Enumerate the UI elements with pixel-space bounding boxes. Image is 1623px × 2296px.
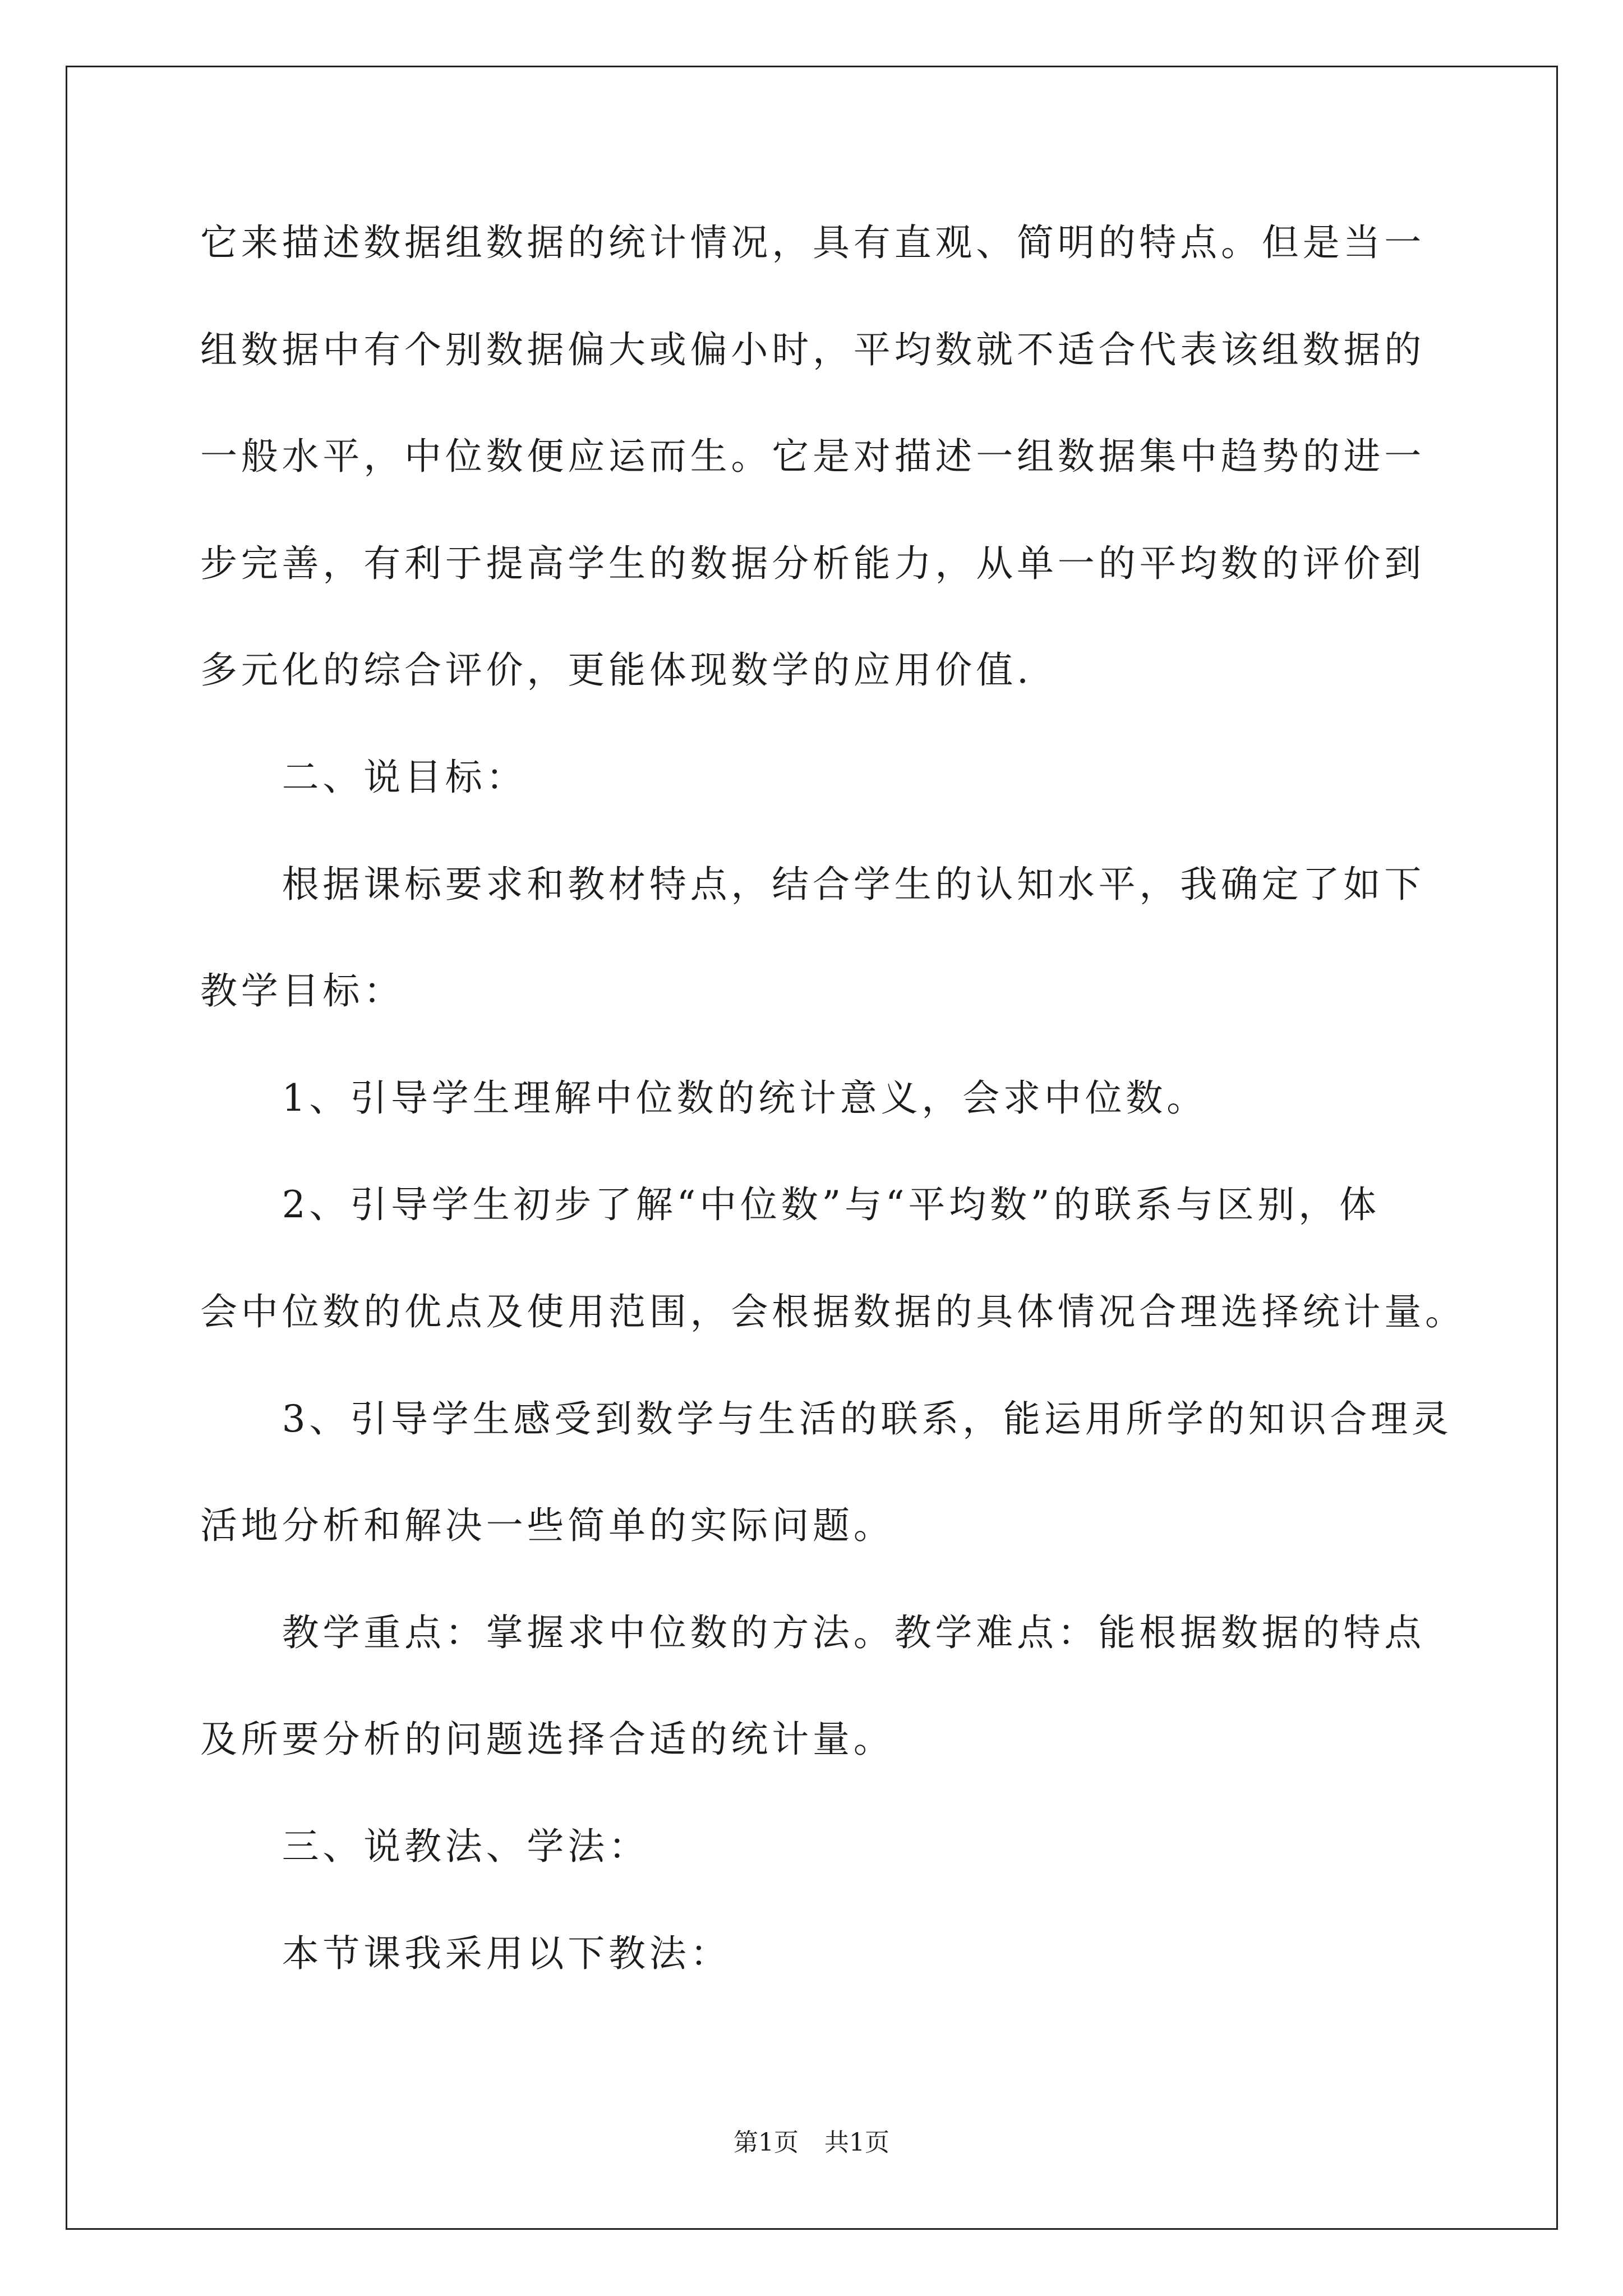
paragraph-line: 教学目标： [200,969,404,1013]
paragraph-line: 本节课我采用以下教法： [282,1931,731,1975]
section-heading: 二、说目标： [282,755,527,799]
paragraph-line: 根据课标要求和教材特点，结合学生的认知水平，我确定了如下 [282,862,1425,906]
page-footer [0,2126,1623,2160]
document-body [200,190,1535,2007]
list-item: 2、引导学生初步了解“中位数”与“平均数”的联系与区别，体 [282,1183,1380,1227]
paragraph-line: 活地分析和解决一些简单的实际问题。 [200,1504,895,1548]
current-page-label: 第1页 [734,2128,799,2157]
section-heading: 三、说教法、学法： [282,1824,649,1868]
list-item: 1、引导学生理解中位数的统计意义，会求中位数。 [282,1076,1207,1120]
paragraph-line: 一般水平，中位数便应运而生。它是对描述一组数据集中趋势的进一 [200,435,1425,478]
list-item: 3、引导学生感受到数学与生活的联系，能运用所学的知识合理灵 [282,1397,1453,1441]
paragraph-line: 教学重点：掌握求中位数的方法。教学难点：能根据数据的特点 [282,1611,1425,1654]
paragraph-line: 会中位数的优点及使用范围，会根据数据的具体情况合理选择统计量。 [200,1290,1466,1333]
paragraph-line: 组数据中有个别数据偏大或偏小时，平均数就不适合代表该组数据的 [200,328,1425,371]
paragraph-line: 多元化的综合评价，更能体现数学的应用价值. [200,648,1032,692]
paragraph-line: 及所要分析的问题选择合适的统计量。 [200,1718,895,1761]
paragraph-line: 步完善，有利于提高学生的数据分析能力，从单一的平均数的评价到 [200,541,1425,585]
total-pages-label: 共1页 [824,2128,889,2157]
paragraph-line: 它来描述数据组数据的统计情况，具有直观、简明的特点。但是当一 [200,221,1425,264]
